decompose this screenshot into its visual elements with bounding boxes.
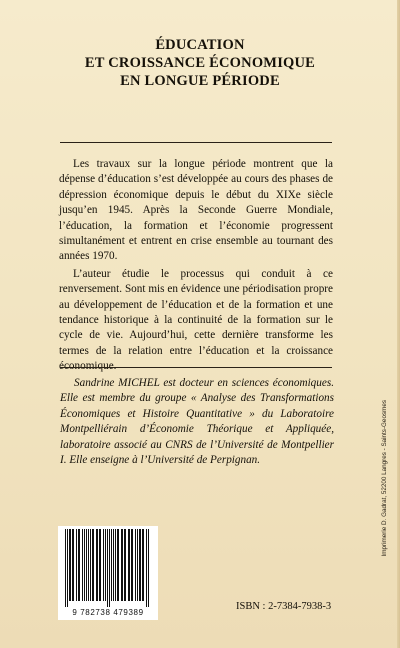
title-line-1: ÉDUCATION [155, 37, 245, 53]
barcode-bar [103, 529, 104, 601]
bottom-divider [60, 367, 332, 368]
barcode-bar [142, 529, 144, 601]
barcode-bar [121, 529, 123, 601]
barcode-bar [92, 529, 94, 601]
top-divider [60, 142, 332, 143]
author-bio-text: Sandrine MICHEL est docteur en sciences économiques. Elle est membre du groupe « Analyse des Transformations Économiques et Histoire Quantitative » du Laboratoire Montpelliérain d’Économie Théorique et Appliquée, laboratoire associé au CNRS de l’Université de Montpellier I. Elle enseigne à l’Université de Perpignan. [60, 377, 334, 467]
barcode-bar [88, 529, 89, 601]
barcode-bar [90, 529, 91, 601]
barcode-bar [69, 529, 71, 601]
barcode-bar [113, 529, 114, 601]
author-bio [60, 376, 334, 468]
barcode-bar [82, 529, 83, 601]
title-line-3: EN LONGUE PÉRIODE [120, 73, 280, 89]
printer-note: Imprimerie D. Gadrat, 52200 Langres - Saints-Geosmes [381, 400, 388, 557]
barcode-bar [148, 529, 149, 607]
barcode-bar [139, 529, 141, 601]
summary-paragraph-2: L’auteur étudie le processus qui conduit à ce renversement. Sont mis en évidence une périodisation propre au développement de l’éducation et de la formation et une tendance historique à la continuité de la formation sur le cycle de vie. Aujourd’hui, cette dernière transforme les termes de la relation entre l’éducation et la croissance économique. [59, 267, 333, 373]
barcode-bar [109, 529, 110, 607]
barcode-bar [146, 529, 147, 607]
barcode-bar [137, 529, 138, 601]
barcode-bar [124, 529, 126, 601]
book-title [0, 36, 400, 90]
summary-paragraph-1: Les travaux sur la longue période montrent que la dépense d’éducation s’est développée au cours des phases de dépression économique depuis le début du XIXe siècle jusqu’en 1945. Après la Seconde Guerre Mondiale, l’éducation, la formation et l’économie progressent simultanément et entrent en crise ensemble au tournant des années 1970. [59, 158, 333, 263]
barcode-bar [78, 529, 80, 601]
barcode-bar [105, 529, 106, 601]
barcode-bar [76, 529, 77, 601]
barcode-bar [67, 529, 68, 607]
barcode-bar [99, 529, 101, 601]
barcode-bar [117, 529, 119, 601]
title-line-2: ET CROISSANCE ÉCONOMIQUE [84, 55, 316, 71]
barcode-bar [72, 529, 74, 601]
barcode-bar [135, 529, 136, 601]
isbn-number: ISBN : 2-7384-7938-3 [236, 601, 332, 612]
barcode-bar [96, 529, 98, 601]
barcode-bars [61, 529, 155, 607]
barcode-bar [84, 529, 85, 601]
barcode-bar [131, 529, 133, 601]
barcode-digits: 9 782738 479389 [72, 608, 144, 617]
barcode-bar [65, 529, 66, 607]
summary-text [59, 157, 333, 377]
barcode [58, 526, 158, 620]
barcode-bar [86, 529, 87, 601]
barcode-bar [107, 529, 108, 607]
barcode-bar [115, 529, 116, 601]
barcode-bar [128, 529, 130, 601]
barcode-bar [111, 529, 112, 601]
